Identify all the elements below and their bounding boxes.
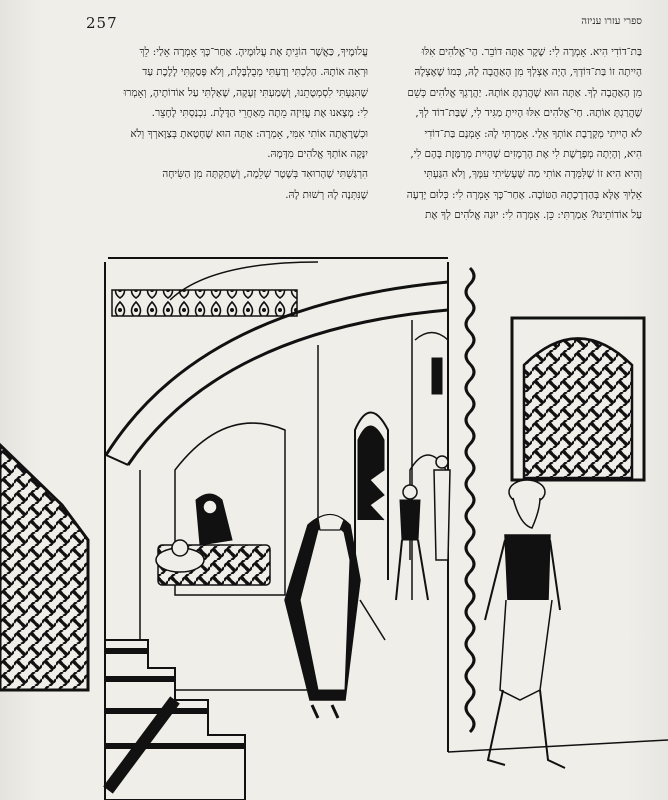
text-line: שֶׁהֲרַגְתָּ אוֹתָהּ. חַי־אֱלֹהִים אִלּוּ הָיִיתָ מַגִּיד לִי, שֶׁבַּת־דוֹד לְךָ, [415, 107, 642, 120]
left-lattice-panel [0, 445, 88, 690]
text-line: הִרְגַּשְׁתִּי שֶׁהָרוּאִד בְּשֶׁטֶר שְׁלֵמָה, וְשָׁתַקְתָּה מִן הַשִּׂיחָה [162, 168, 368, 181]
veiled-woman [285, 514, 385, 718]
text-line: הָיִיתָה זוֹ בַּת־דּוֹדְךָ, הָיָה אֶצְלְךָ מִן הָאַהֲבָה לָהּ, כְּמוֹ שֶׁאֶצְלָהּ [414, 66, 642, 79]
text-line: עַל אוֹדוֹתֵינוּ? אָמַרְתִּי: כֵּן. אָמְרָה לִי: יוּגַה אֱלֹהִים לְךָ אֶת [425, 209, 642, 222]
man-in-turban [485, 480, 565, 768]
right-lattice-window [512, 318, 644, 480]
text-line: שֶׁנִּתְּנָה לָהּ רְשׁוּת לָהּ. [285, 188, 368, 201]
alcove-figures [156, 494, 270, 585]
distant-figures [396, 456, 450, 600]
text-line: לֹא הָיִיתִי מְקָרֶבֶת אוֹתְךָ אֵלַי. אָמַרְתִּי לָהּ: אָמְנָם בַּת־דוֹדִי [424, 127, 642, 140]
text-line: הִיא, וְהָיְתָה מְפָרֶשֶׁת לִי אֶת הָרְמָזִים שֶׁהָיִית מְרַמֶּזֶת בָּהֶם לִי, [410, 147, 642, 160]
text-line: שֶׁהִגַּעְתִּי לִסְמְטָתֵנוּ, וְשָׁמַעְתִּי זְעָקָה, שָׁאַלְתִּי עַל אוֹדוֹתֶיהָ, וְאָמְרוּ [123, 86, 368, 99]
running-head: ספרי עזרו עניזה [581, 16, 642, 27]
text-line: וּכְשֶׁרָאֲתָה אוֹתִי אִמִּי, אָמְרָה: אַתָּה הוּא שֶׁחָטָאתָ בְּצַוָּארְךָ וְלֹא [130, 127, 368, 140]
text-line: עֲלוּמֶיךָ, כַּאֲשֶׁר הוֹגֵיתָ אֶת עֲלוּמֶיהָ. אַחַר־כָּךְ אָמְרָה אֵלַי: לֵךְ [139, 46, 368, 58]
text-line: וּרְאֵה אוֹתָהּ. הָלַכְתִּי וְדַעְתִּי מְבֻלְבֶּלֶת, וְלֹא פָּסַקְתִּי לָלֶכֶת עַד [142, 66, 368, 79]
text-line: בַּת־דוֹדִי הִיא. אָמְרָה לִי: שֶׁקֶר אַתָּה דוֹבֵר. הַי־אֱלֹהִים אִלּוּ [421, 46, 642, 58]
text-line: יִנָּקֶה אוֹתְךָ אֱלֹהִים מִדָּמָהּ. [267, 147, 368, 160]
illustration [0, 248, 668, 800]
text-line: אֵלַיִךְ אֶלָּא בְּהַדְרָכָתָהּ הַטּוֹבָה. אַחַר־כָּךְ אָמְרָה לִי: כְּלוּם יָדְעָה [406, 188, 642, 201]
text-line: לִי: מָצָאנוּ אֶת עֲזִיזָה מֵתָה מֵאַחֲרֵי הַדֶּלֶת. נִכְנַסְתִּי לֶחָצֵר. [151, 107, 368, 120]
page-number: 257 [86, 14, 118, 32]
text-column-right [342, 42, 642, 226]
text-line: וְהִיא הִיא זוֹ שֶׁלִּמְּדָה אוֹתִי מַה שֶּׁעָשִׂיתִי עִמָּךְ, וְלֹא הִגַּעְתִּי [423, 168, 642, 181]
text-line: מִן הָאַהֲבָה לְךָ. אַתָּה הוּא שֶׁהֲרַגְתָּ אוֹתָהּ. יַהֲרָגְךָ אֱלֹהִים כְּשֵׁם [407, 86, 642, 99]
staircase [105, 640, 245, 800]
text-column-left [86, 42, 368, 205]
